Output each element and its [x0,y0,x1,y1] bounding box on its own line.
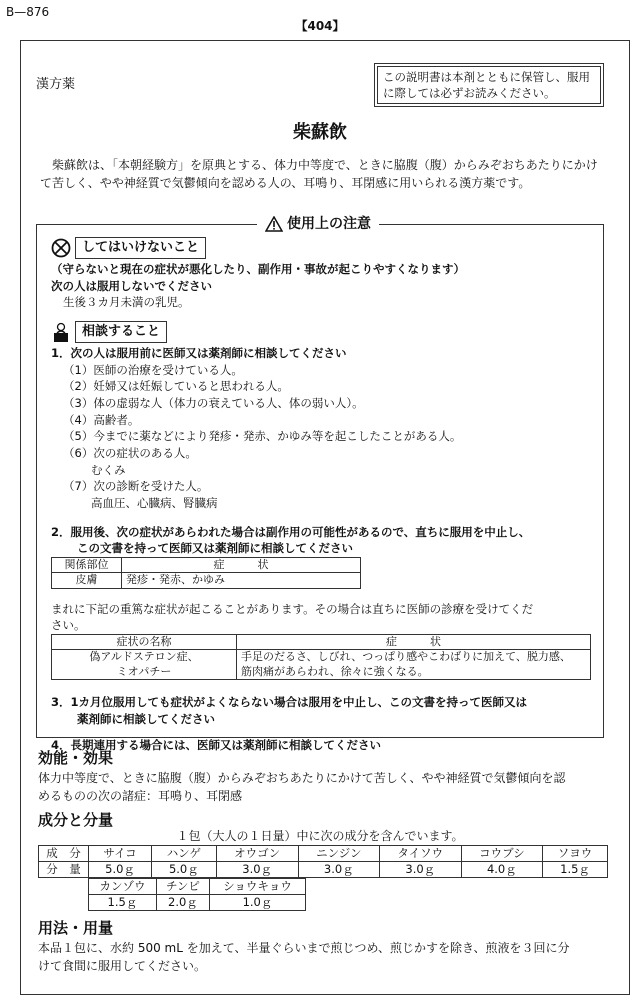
table-row [52,650,591,680]
ingredient-amount: 1.5ｇ [89,894,157,910]
prohibited-section [51,237,465,311]
serious-symptom-table [51,634,591,680]
consult-item-2: 2．服用後、次の症状があらわれた場合は副作用の可能性があるので、直ちに服用を中止し、 [51,524,531,539]
ingredient-amount: 1.5ｇ [543,861,608,877]
ingredient-name: ショウキョウ [209,879,305,895]
ingredients-table-1 [38,845,608,878]
symptom-name-line: ミオパチー [116,664,172,678]
table-row [52,635,591,650]
side-effect-table [51,557,361,589]
ingredient-name: タイソウ [379,846,461,862]
symptom-desc-line: 手足のだるさ、しびれ、つっぱり感やこわばりに加えて、脱力感、 [241,650,571,664]
ingredient-amount: 3.0ｇ [379,861,461,877]
dosage-title: 用法・用量 [38,919,114,937]
prohibited-label: してはいけないこと [75,237,206,259]
ingredient-amount: 3.0ｇ [216,861,298,877]
table-row [89,879,306,895]
rare-note: まれに下記の重篤な症状が起こることがあります。その場合は直ちに医師の診療を受けてくだ [51,601,534,616]
ingredients-table-2 [88,878,306,911]
table-header-cell: 症 状 [122,558,361,573]
ingredient-amount: 4.0ｇ [461,861,542,877]
category-label: 漢方薬 [36,77,76,92]
prohibited-icon [51,238,71,258]
consult-sub-7-detail: 高血圧、心臓病、腎臓病 [91,496,218,511]
product-title: 柴蘇飲 [293,122,347,143]
consult-item-2-cont: この文書を持って医師又は薬剤師に相談してください [77,541,353,556]
table-header-cell: 症 状 [237,635,591,650]
table-cell [237,650,591,680]
consult-sub-7: （7）次の診断を受けた人。 [63,479,209,494]
ingredient-name: コウブシ [461,846,542,862]
table-header-cell: 関係部位 [52,558,122,573]
consult-sub-3: （3）体の虚弱な人（体力の衰えている人、体の弱い人）。 [63,396,364,411]
prohibited-subhead: 次の人は服用しないでください [51,278,212,293]
ingredient-amount: 5.0ｇ [89,861,152,877]
ingredient-amount: 1.0ｇ [209,894,305,910]
table-row [89,894,306,910]
table-row [52,558,361,573]
ingredient-name: チンピ [156,879,209,895]
consult-item-3: 3．1カ月位服用しても症状がよくならない場合は服用を中止し、この文書を持って医師又は [51,694,527,709]
efficacy-text [38,769,608,805]
dosage-line: 本品１包に、水約 500 mL を加えて、半量ぐらいまで煎じつめ、煎じかすを除き、煎液を３回に分 [38,941,570,955]
caution-box [36,216,604,753]
row-label: 分 量 [39,861,89,877]
consult-icon [51,321,71,343]
table-cell: 発疹・発赤、かゆみ [122,573,361,588]
ingredients-title: 成分と分量 [38,811,114,829]
caution-title: 使用上の注意 [287,216,371,232]
ingredient-name: ハンゲ [152,846,217,862]
table-header-cell: 症状の名称 [52,635,237,650]
table-row [52,573,361,588]
consult-item-4: 4．長期連用する場合には、医師又は薬剤師に相談してください [51,738,381,753]
consult-section [51,321,596,754]
prohibited-header [51,237,465,259]
caution-header [257,214,379,234]
rare-note-cont: さい。 [51,618,86,633]
efficacy-title: 効能・効果 [38,749,114,767]
symptom-desc-line: 筋肉痛があらわれ、徐々に強くなる。 [241,664,429,678]
consult-header [51,321,596,343]
prohibited-note: （守らないと現在の症状が悪化したり、副作用・事故が起こりやすくなります） [51,262,465,276]
warning-icon [265,216,283,232]
efficacy-line: めるものの次の諸症：耳鳴り、耳閉感 [38,789,243,803]
page-number: 【404】 [295,19,345,33]
table-cell [52,650,237,680]
consult-sub-1: （1）医師の治療を受けている人。 [63,362,243,377]
prohibited-item: 生後３カ月未満の乳児。 [63,295,190,310]
ingredient-name: サイコ [89,846,152,862]
efficacy-line: 体力中等度で、ときに脇腹（腹）からみぞおちあたりにかけて苦しく、やや神経質で気鬱傾向を認 [38,771,566,785]
dosage-text [38,939,608,975]
consult-label: 相談すること [75,321,167,343]
page-code: B—876 [6,5,50,19]
intro-text: 柴蘇飲は、「本朝経験方」を原典とする、体力中等度で、ときに脇腹（腹）からみぞおちあたりにかけて苦しく、やや神経質で気鬱傾向を認める人の、耳鳴り、耳閉感に用いられる漢方薬です。 [40,158,598,190]
consult-sub-2: （2）妊婦又は妊娠していると思われる人。 [63,379,289,394]
ingredients-caption: １包（大人の１日量）中に次の成分を含んでいます。 [176,829,464,843]
ingredient-amount: 3.0ｇ [298,861,379,877]
ingredient-name: カンゾウ [89,879,157,895]
ingredient-name: ソヨウ [543,846,608,862]
consult-sub-6-detail: むくみ [91,462,126,477]
consult-item-3-cont: 薬剤師に相談してください [77,711,215,726]
ingredient-amount: 2.0ｇ [156,894,209,910]
dosage-line: けて食間に服用してください。 [38,959,207,973]
table-row [39,861,608,877]
symptom-name-line: 偽アルドステロン症、 [89,650,199,664]
ingredient-amount: 5.0ｇ [152,861,217,877]
storage-notice-text: この説明書は本剤とともに保管し、服用に際しては必ずお読みください。 [377,66,601,104]
consult-sub-6: （6）次の症状のある人。 [63,446,197,461]
table-cell: 皮膚 [52,573,122,588]
consult-item-1: 1．次の人は服用前に医師又は薬剤師に相談してください [51,346,347,360]
ingredient-name: ニンジン [298,846,379,862]
table-row [39,846,608,862]
consult-sub-5: （5）今までに薬などにより発疹・発赤、かゆみ等を起こしたことがある人。 [63,429,462,444]
consult-sub-4: （4）高齢者。 [63,412,140,427]
row-label: 成 分 [39,846,89,862]
storage-notice [374,63,604,107]
ingredient-name: オウゴン [216,846,298,862]
